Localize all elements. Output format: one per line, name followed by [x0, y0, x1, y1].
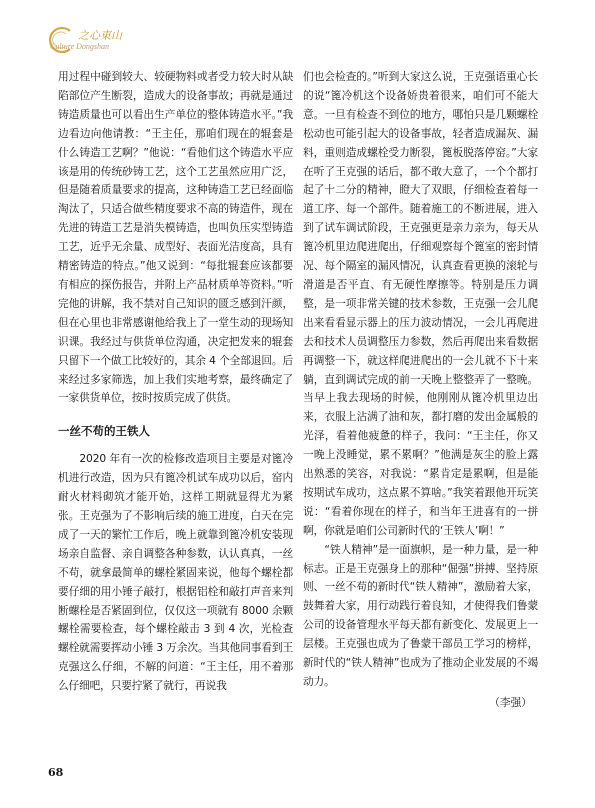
page-number: 68 [48, 766, 64, 779]
right-column [303, 68, 538, 713]
paragraph-continued: 们也会检查的。”听到大家这么说，王克强语重心长的说“篦冷机这个设备娇贵着很来，咱们可不能大意。一旦有检查不到位的地方，哪怕只是几颗螺栓松动也可能引起大的设备事故，轻者造成漏灰、漏料，重则造成螺栓受力断裂，篦板脱落停窑。”大家在听了王克强的话后，都不敢大意了，一个个都打起了十二分的精神，瞪大了双眼，仔细检查着每一道工序、每一个部件。随着施工的不断进展，进入到了试车调试阶段，王克强更是亲力亲为，每天从篦冷机里边爬进爬出，仔细观察每个篦室的密封情况、每个隔室的漏风情况，认真查看更换的滚轮与滑道是否平直、有无硬性摩擦等。特别是压力调整，是一项非常关键的技术参数，王克强一会儿爬出来看看显示器上的压力波动情况，一会儿再爬进去和技术人员调整压力参数，然后再爬出来看数据再调整一下，就这样爬进爬出的一会儿就不下十来躺，直到调试完成的前一天晚上整整弄了一整晚。当早上我去现场的时候，他刚刚从篦冷机里边出来，衣服上沾满了油和灰，都打磨的发出金属般的光泽，看着他疲惫的样子，我问：“王主任，你又一晚上没睡觉，累不累啊？”他满是灰尘的脸上露出熟悉的笑容，对我说：“累肯定是累啊，但是能按期试车成功，这点累不算啥。”我笑着跟他开玩笑说：“看着你现在的样子，和当年王进喜有的一拼啊，你就是咱们公司新时代的‘王铁人’啊！” [303, 70, 538, 537]
section-heading: 一丝不苟的王铁人 [58, 424, 150, 439]
left-column [58, 68, 293, 696]
header-logo [44, 25, 134, 59]
paragraph-continued: 用过程中碰到较大、较硬物料或者受力较大时从缺陷部位产生断裂，造成大的设备事故；再就是通过铸造质量也可以看出生产单位的整体铸造水平。”我边看边向他请教：“王主任，那咱们现在的辊套是什么铸造工艺啊？”他说：“看他们这个铸造水平应该是用的传统砂铸工艺，这个工艺虽然应用广泛，但是随着质量要求的提高，这种铸造工艺已经面临淘汰了，只适合做些精度要求不高的铸造件，现在先进的铸造工艺是消失模铸造，也叫负压实型铸造工艺，近乎无余量、成型好、表面光洁度高，具有精密铸造的特点。”他又说到：“每批辊套应该都要有相应的探伤报告，并附上产品材质单等资料。”听完他的讲解，我不禁对自己知识的匮乏感到汗颜，但在心里也非常感谢他给我上了一堂生动的现场知识课。我经过与供货单位沟通，决定把发来的辊套只留下一个做工比较好的，其余 4 个全部退回。后来经过多家筛选，加上我们实地考察，最终确定了一家供货单位，按时按质完成了供货。 [58, 70, 293, 405]
logo-chinese-text: 之心東山 [78, 29, 122, 42]
paragraph: 2020 年有一次的检修改造项目主要是对篦冷机进行改造，因为只有篦冷机试车成功以后，窑内耐火材料砌筑才能开始，这样工期就显得尤为紧张。王克强为了不影响后续的施工进度，白天在完成了一天的繁忙工作后，晚上就靠到篦冷机安装现场亲自监督、亲自调整各种参数，认认真真，一丝不苟，就拿最简单的螺栓紧固来说，他每个螺栓都要仔细的用小锤子敲打，根据铝栓和敲打声音来判断螺栓是否紧固到位，仅仅这一项就有 8000 余颗螺栓需要检查，每个螺栓敲击 3 到 4 次，光检查螺栓就需要挥动小锤 3 万余次。当其他同事看到王克强这么仔细，不解的问道：“王主任，用不着那么仔细吧，只要拧紧了就行，再说我 [58, 452, 293, 693]
paragraph: “铁人精神”是一面旗帜，是一种力量，是一种标志。正是王克强身上的那种“倔强”拼搏、坚持原则、一丝不苟的新时代“铁人精神”，激励着大家，鼓舞着大家，用行动践行着良知，才使得我们鲁蒙公司的设备管理水平每天都有新变化、发展更上一层楼。王克强也成为了鲁蒙干部员工学习的榜样，新时代的“铁人精神”也成为了推动企业发展的不竭动力。 [303, 542, 538, 688]
logo-english-text: Culture Dongshan [50, 42, 110, 51]
author-byline: （李强） [489, 695, 532, 709]
